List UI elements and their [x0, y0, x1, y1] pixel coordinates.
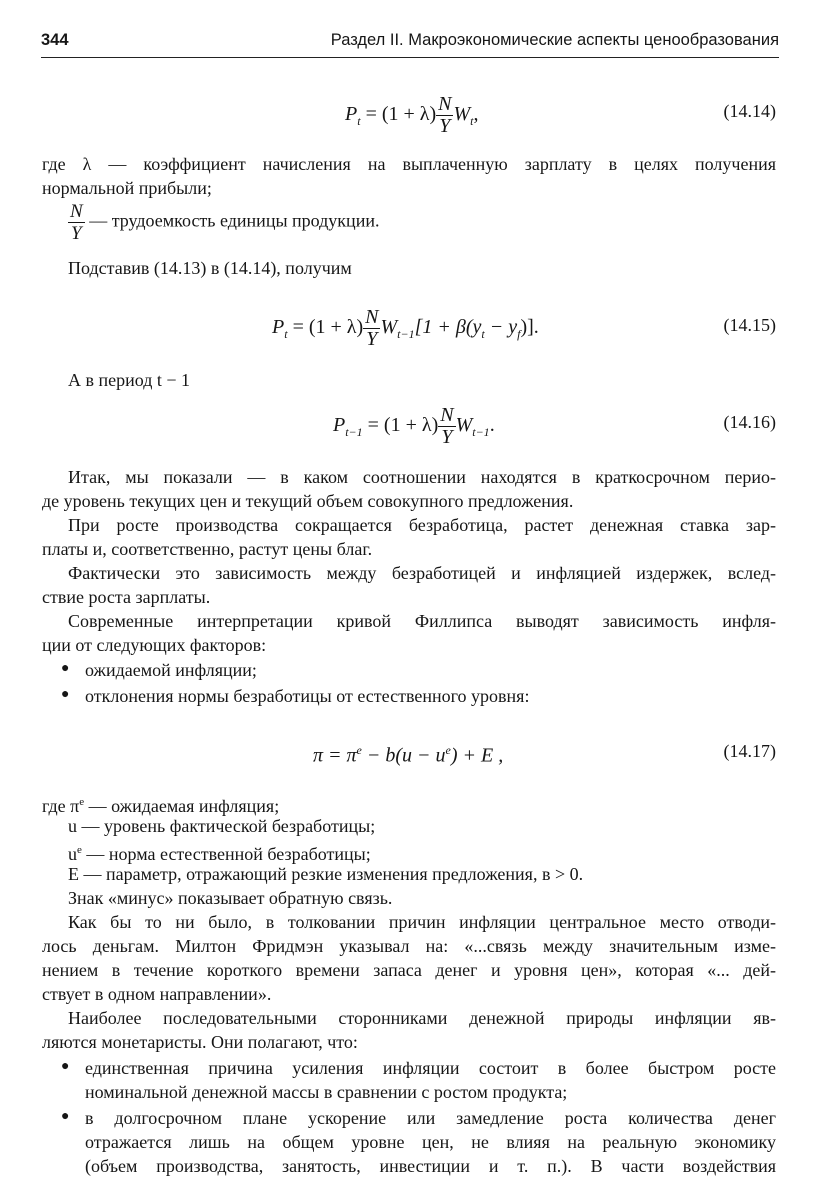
paragraph-2-line2: платы и, соответственно, растут цены благ. [42, 539, 373, 559]
paragraph-5-line4: ствует в одном направлении». [42, 984, 272, 1004]
page-number: 344 [41, 31, 69, 49]
definition-e: E — параметр, отражающий резкие изменения предложения, в > 0. [68, 864, 584, 884]
bullet-marker: ● [61, 1109, 70, 1124]
bullet-3-line2: номинальной денежной массы в сравнении с ростом продукта; [85, 1082, 568, 1102]
paragraph-5-line3: нением в течение короткого времени запаса денег и уровня цен», которая «... дей- [42, 960, 776, 980]
paragraph-2-line1: При росте производства сокращается безработица, растет денежная ставка зар- [68, 515, 776, 535]
equation-14-16: $P_{t-1} = (1 + \lambda)$ $\frac{N}{Y}$ $W_{t-1}$. [333, 404, 495, 448]
equation-14-17: $\pi = \pi^e - b(u - u^e) + E$ , [313, 743, 504, 767]
paragraph-4-line1: Современные интерпретации кривой Филлипса выводят зависимость инфля- [68, 611, 776, 631]
substitution-text: Подставив (14.13) в (14.14), получим [68, 258, 352, 278]
equation-14-15: $P_t = (1 + \lambda)$ $\frac{N}{Y}$ $W_{t-1}[1 + \beta(y_t - y_f)]$. [272, 306, 539, 350]
equation-number-14-16: (14.16) [723, 412, 776, 432]
header-rule [41, 57, 779, 58]
paragraph-6-line1: Наиболее последовательными сторонниками денежной природы инфляции яв- [68, 1008, 776, 1028]
equation-number-14-17: (14.17) [723, 741, 776, 761]
paragraph-3-line1: Фактически это зависимость между безработицей и инфляцией издержек, вслед- [68, 563, 776, 583]
bullet-marker: ● [61, 687, 70, 702]
bullet-3-line1: единственная причина усиления инфляции состоит в более быстром росте [85, 1058, 776, 1078]
paragraph-6-line2: ляются монетаристы. Они полагают, что: [42, 1032, 358, 1052]
sign-minus-note: Знак «минус» показывает обратную связь. [68, 888, 393, 908]
definition-labor-intensity: $\frac{N}{Y}$ — трудоемкость единицы продукции. [70, 201, 380, 244]
bullet-marker: ● [61, 661, 70, 676]
paragraph-3-line2: ствие роста зарплаты. [42, 587, 211, 607]
bullet-1: ожидаемой инфляции; [85, 660, 257, 680]
paragraph-1-line1: Итак, мы показали — в каком соотношении находятся в краткосрочном перио- [68, 467, 776, 487]
definition-lambda-line2: нормальной прибыли; [42, 178, 212, 198]
bullet-2: отклонения нормы безработицы от естественного уровня: [85, 686, 530, 706]
definition-u-natural: $u^e$ — норма естественной безработицы; [68, 844, 371, 864]
definition-lambda-line1: где λ — коэффициент начисления на выплаченную зарплату в целях получения [42, 154, 776, 174]
definition-u: u — уровень фактической безработицы; [68, 816, 376, 836]
paragraph-1-line2: де уровень текущих цен и текущий объем совокупного предложения. [42, 491, 574, 511]
running-title: Раздел II. Макроэкономические аспекты ценообразования [330, 31, 779, 49]
period-text: А в период t − 1 [68, 370, 191, 390]
paragraph-5-line1: Как бы то ни было, в толковании причин инфляции центральное место отводи- [68, 912, 776, 932]
equation-number-14-15: (14.15) [723, 315, 776, 335]
definition-pi-expected: где $\pi^e$ — ожидаемая инфляция; [42, 796, 280, 816]
equation-number-14-14: (14.14) [723, 101, 776, 121]
bullet-4-line2: отражается лишь на общем уровне цен, не влияя на реальную экономику [85, 1132, 776, 1152]
equation-14-14: $P_t = (1 + \lambda)$ $\frac{N}{Y}$ $W_t$, [345, 93, 479, 137]
bullet-marker: ● [61, 1059, 70, 1074]
paragraph-5-line2: лось деньгам. Милтон Фридмэн указывал на: «...связь между значительным изме- [42, 936, 776, 956]
bullet-4-line1: в долгосрочном плане ускорение или замедление роста количества денег [85, 1108, 776, 1128]
paragraph-4-line2: ции от следующих факторов: [42, 635, 267, 655]
bullet-4-line3: (объем производства, занятость, инвестиции и т. п.). В части воздействия [85, 1156, 776, 1176]
